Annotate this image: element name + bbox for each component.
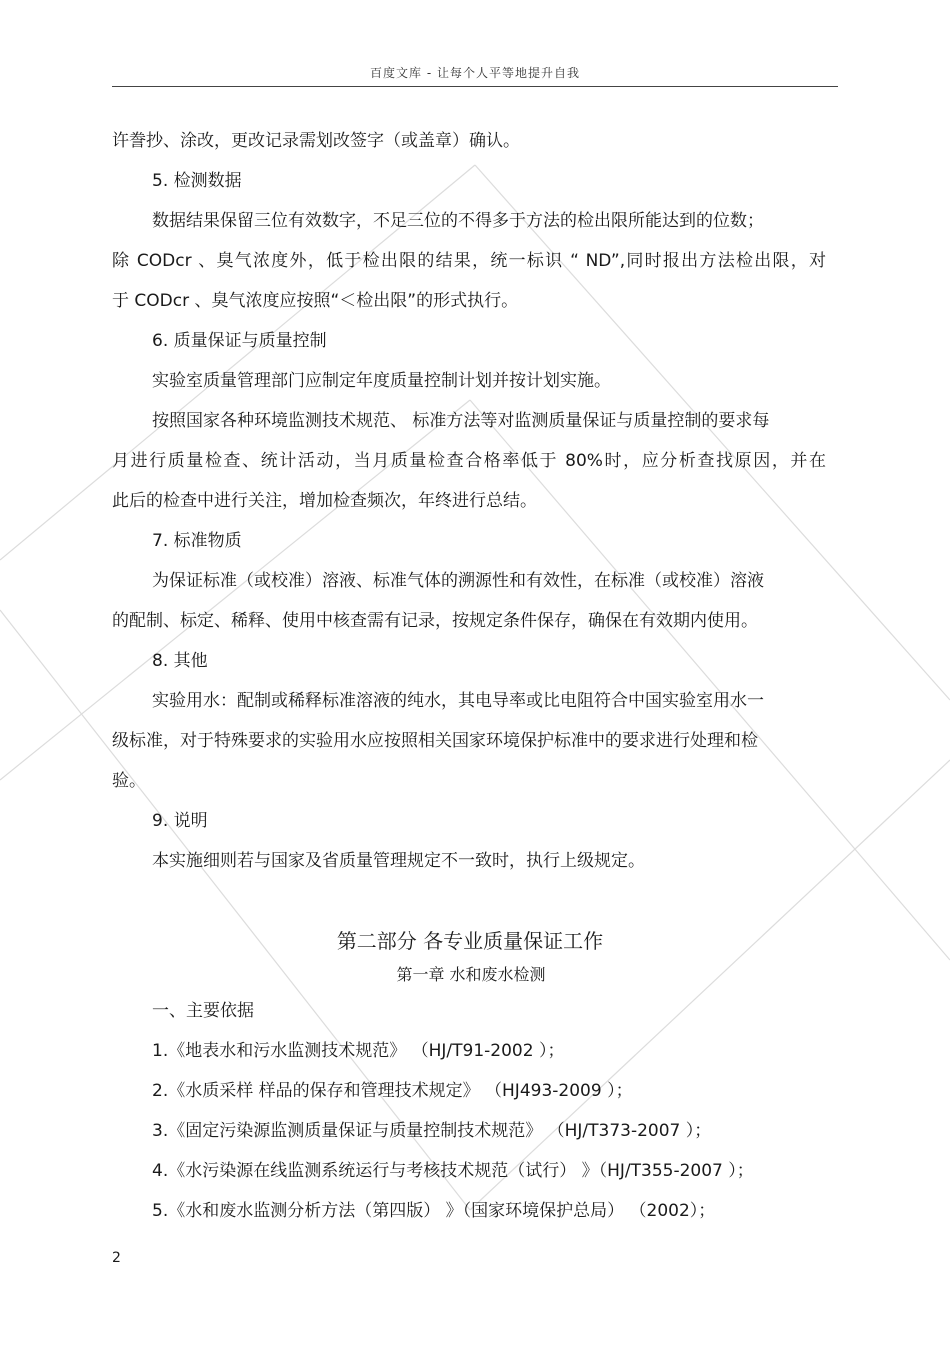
page-number: 2 [112, 1250, 121, 1266]
part-title: 第二部分 各专业质量保证工作 [336, 929, 604, 953]
body-line: 的配制、标定、稀释、使用中核查需有记录，按规定条件保存，确保在有效期内使用。 [112, 611, 758, 631]
body-line: 数据结果保留三位有效数字，不足三位的不得多于方法的检出限所能达到的位数； [152, 211, 764, 231]
section-heading-6: 6. 质量保证与质量控制 [152, 331, 327, 351]
body-line: 本实施细则若与国家及省质量管理规定不一致时，执行上级规定。 [152, 851, 645, 871]
body-line: 实验用水：配制或稀释标准溶液的纯水，其电导率或比电阻符合中国实验室用水一 [152, 691, 764, 711]
body-line: 验。 [112, 771, 146, 791]
section-heading-main-basis: 一、主要依据 [152, 1001, 254, 1021]
body-line: 于 CODcr 、臭气浓度应按照“＜检出限”的形式执行。 [112, 291, 519, 311]
reference-item: 2.《水质采样 样品的保存和管理技术规定》 （HJ493-2009 ）； [152, 1081, 633, 1101]
reference-item: 1.《地表水和污水监测技术规范》 （HJ/T91-2002 ）； [152, 1041, 565, 1061]
body-line: 实验室质量管理部门应制定年度质量控制计划并按计划实施。 [152, 371, 611, 391]
section-heading-5: 5. 检测数据 [152, 171, 242, 191]
body-line: 除 CODcr 、臭气浓度外，低于检出限的结果，统一标识 “ ND”,同时报出方法检出限，对 [112, 251, 826, 271]
section-heading-8: 8. 其他 [152, 651, 208, 671]
chapter-title: 第一章 水和废水检测 [396, 965, 546, 984]
reference-item: 5.《水和废水监测分析方法（第四版） 》（国家环境保护总局） （2002）； [152, 1201, 716, 1221]
reference-item: 3.《固定污染源监测质量保证与质量控制技术规范》 （HJ/T373-2007 ）； [152, 1121, 712, 1141]
body-line: 月进行质量检查、统计活动，当月质量检查合格率低于 80%时，应分析查找原因，并在 [112, 451, 826, 471]
header-divider [112, 86, 838, 87]
body-line: 级标准，对于特殊要求的实验用水应按照相关国家环境保护标准中的要求进行处理和检 [112, 731, 758, 751]
body-line: 按照国家各种环境监测技术规范、 标准方法等对监测质量保证与质量控制的要求每 [152, 411, 770, 431]
body-line: 许誊抄、涂改，更改记录需划改签字（或盖章）确认。 [112, 131, 520, 151]
section-heading-9: 9. 说明 [152, 811, 208, 831]
section-heading-7: 7. 标准物质 [152, 531, 242, 551]
page-header: 百度文库 - 让每个人平等地提升自我 [370, 66, 580, 80]
body-line: 为保证标准（或校准）溶液、标准气体的溯源性和有效性，在标准（或校准）溶液 [152, 571, 764, 591]
reference-item: 4.《水污染源在线监测系统运行与考核技术规范（试行） 》（HJ/T355-2007 ）； [152, 1161, 754, 1181]
body-line: 此后的检查中进行关注，增加检查频次，年终进行总结。 [112, 491, 537, 511]
